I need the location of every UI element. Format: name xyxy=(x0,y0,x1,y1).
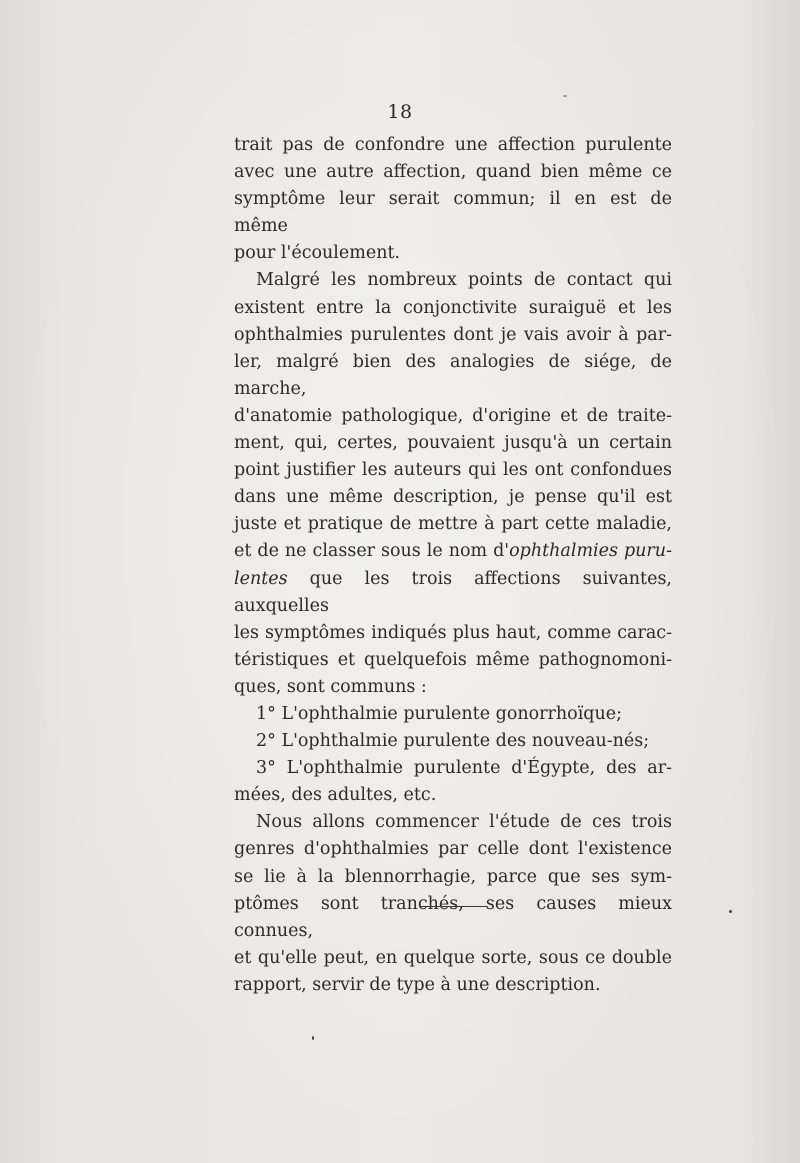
paper-speck xyxy=(729,910,732,913)
text-line: ques, sont communs : xyxy=(234,676,427,697)
text-run: que les trois affections suivantes, auxquelles xyxy=(234,568,672,616)
paper-speck xyxy=(563,95,567,97)
text-line: symptôme leur serait commun; il en est de même xyxy=(234,189,672,237)
text-line: Malgré les nombreux points de contact qui xyxy=(256,270,672,291)
section-divider xyxy=(421,906,487,907)
list-item: 3° L'ophthalmie purulente d'Égypte, des ar- xyxy=(256,758,672,779)
body-text xyxy=(234,132,672,999)
text-line: ptômes sont tranchés, ses causes mieux connues, xyxy=(234,893,672,941)
text-line: genres d'ophthalmies par celle dont l'existence xyxy=(234,839,672,860)
list-item: 2° L'ophthalmie purulente des nouveau-nés; xyxy=(256,731,650,752)
text-line: se lie à la blennorrhagie, parce que ses sym- xyxy=(234,866,672,887)
text-line: dans une même description, je pense qu'il est xyxy=(234,487,672,508)
italic-term: ophthalmies puru- xyxy=(509,541,672,562)
page-number: 18 xyxy=(387,101,413,123)
text-line: juste et pratique de mettre à part cette maladie, xyxy=(234,514,672,535)
text-line: pour l'écoulement. xyxy=(234,243,401,264)
paper-speck xyxy=(312,1036,314,1040)
text-line: point justifier les auteurs qui les ont confondues xyxy=(234,460,672,481)
text-line: ment, qui, certes, pouvaient jusqu'à un certain xyxy=(234,433,672,454)
text-line: ophthalmies purulentes dont je vais avoir à par- xyxy=(234,324,672,345)
text-line: rapport, servir de type à une description. xyxy=(234,974,601,995)
text-run: et de ne classer sous le nom d' xyxy=(234,541,510,562)
text-line: d'anatomie pathologique, d'origine et de traite- xyxy=(234,405,672,426)
text-line: et qu'elle peut, en quelque sorte, sous ce double xyxy=(234,947,672,968)
text-line: téristiques et quelquefois même pathognomoni- xyxy=(234,649,672,670)
italic-term: lentes xyxy=(234,568,288,589)
list-item: 1° L'ophthalmie purulente gonorrhoïque; xyxy=(256,703,623,724)
list-item: mées, des adultes, etc. xyxy=(234,785,437,806)
text-line: existent entre la conjonctivite suraiguë et les xyxy=(234,297,672,318)
text-line: Nous allons commencer l'étude de ces trois xyxy=(256,812,672,833)
text-line xyxy=(234,566,672,620)
text-line: trait pas de confondre une affection purulente xyxy=(234,135,672,155)
text-line: avec une autre affection, quand bien même ce xyxy=(234,162,672,183)
text-line xyxy=(234,538,672,565)
text-line: ler, malgré bien des analogies de siége, de marche, xyxy=(234,351,672,399)
text-line: les symptômes indiqués plus haut, comme carac- xyxy=(234,622,672,643)
